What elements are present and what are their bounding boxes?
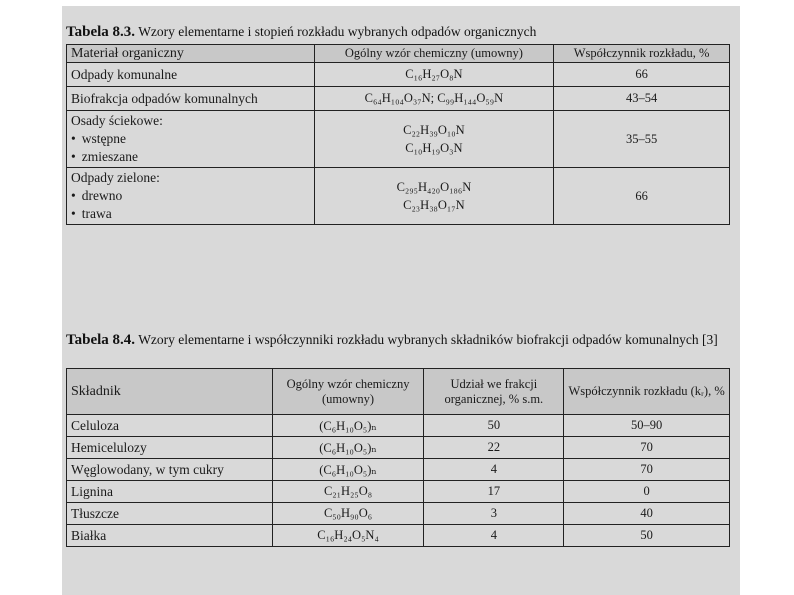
formula-cell: C₁₆H₂₇O₈N [314, 63, 554, 87]
table-header-row [67, 369, 730, 415]
coef-cell: 50–90 [564, 415, 730, 437]
material-subitem: • wstępne [71, 130, 310, 148]
material-cell: Biofrakcja odpadów komunalnych [67, 87, 315, 111]
coef-cell: 35–55 [554, 111, 730, 168]
table-row [67, 437, 730, 459]
table-row [67, 503, 730, 525]
material-group-label: Osady ściekowe: [71, 113, 163, 128]
formula-cell [314, 111, 554, 168]
table-8-4 [66, 368, 730, 547]
coef-cell: 66 [554, 63, 730, 87]
table-row [67, 481, 730, 503]
material-subitem: • trawa [71, 205, 310, 223]
col-header-coef: Współczynnik rozkładu, % [554, 45, 730, 63]
formula-cell: C₂₁H₂₅O₈ [272, 481, 424, 503]
col-header-formula: Ogólny wzór chemiczny (umowny) [272, 369, 424, 415]
share-cell: 3 [424, 503, 564, 525]
col-header-material: Materiał organiczny [67, 45, 315, 63]
component-cell: Węglowodany, w tym cukry [67, 459, 273, 481]
formula: C₁₀H₁₉O₃N [405, 141, 463, 155]
coef-cell: 0 [564, 481, 730, 503]
table-8-3 [66, 44, 730, 225]
table-row [67, 415, 730, 437]
table-header-row [67, 45, 730, 63]
formula-cell: (C₆H₁₀O₅)ₙ [272, 459, 424, 481]
component-cell: Białka [67, 525, 273, 547]
component-cell: Celuloza [67, 415, 273, 437]
material-subitem: • zmieszane [71, 148, 310, 166]
table-row [67, 111, 730, 168]
component-cell: Lignina [67, 481, 273, 503]
share-cell: 22 [424, 437, 564, 459]
coef-cell: 50 [564, 525, 730, 547]
component-cell: Hemicelulozy [67, 437, 273, 459]
col-header-share: Udział we frakcji organicznej, % s.m. [424, 369, 564, 415]
col-header-formula: Ogólny wzór chemiczny (umowny) [314, 45, 554, 63]
material-cell [67, 111, 315, 168]
share-cell: 17 [424, 481, 564, 503]
coef-cell: 66 [554, 168, 730, 225]
table-row [67, 459, 730, 481]
coef-cell: 70 [564, 437, 730, 459]
coef-cell: 70 [564, 459, 730, 481]
material-cell [67, 168, 315, 225]
share-cell: 4 [424, 525, 564, 547]
table-8-3-label: Tabela 8.3. [66, 24, 136, 40]
table-row [67, 63, 730, 87]
formula-cell: (C₆H₁₀O₅)ₙ [272, 437, 424, 459]
table-8-4-caption [66, 332, 736, 348]
table-row [67, 525, 730, 547]
col-header-component: Składnik [67, 369, 273, 415]
formula-cell: C₁₆H₂₄O₅N₄ [272, 525, 424, 547]
formula-cell: C₅₀H₉₀O₆ [272, 503, 424, 525]
formula: C₂₉₅H₄₂₀O₁₈₆N [396, 180, 472, 194]
formula: C₂₂H₃₉O₁₀N [403, 123, 465, 137]
table-8-3-caption [66, 24, 736, 40]
formula-cell: C₆₄H₁₀₄O₃₇N; C₉₉H₁₄₄O₅₉N [314, 87, 554, 111]
col-header-coef: Współczynnik rozkładu (kᵣ), % [564, 369, 730, 415]
share-cell: 50 [424, 415, 564, 437]
formula: C₂₃H₃₈O₁₇N [403, 198, 465, 212]
table-row [67, 87, 730, 111]
material-subitem: • drewno [71, 187, 310, 205]
component-cell: Tłuszcze [67, 503, 273, 525]
formula-cell: (C₆H₁₀O₅)ₙ [272, 415, 424, 437]
material-cell: Odpady komunalne [67, 63, 315, 87]
formula-cell [314, 168, 554, 225]
coef-cell: 40 [564, 503, 730, 525]
table-8-3-title: Wzory elementarne i stopień rozkładu wybranych odpadów organicznych [138, 24, 537, 39]
material-group-label: Odpady zielone: [71, 170, 160, 185]
coef-cell: 43–54 [554, 87, 730, 111]
table-8-4-title: Wzory elementarne i współczynniki rozkładu wybranych składników biofrakcji odpadów komunalnych [3] [138, 332, 718, 347]
table-row [67, 168, 730, 225]
share-cell: 4 [424, 459, 564, 481]
book-page [62, 6, 740, 595]
table-8-4-label: Tabela 8.4. [66, 332, 136, 348]
